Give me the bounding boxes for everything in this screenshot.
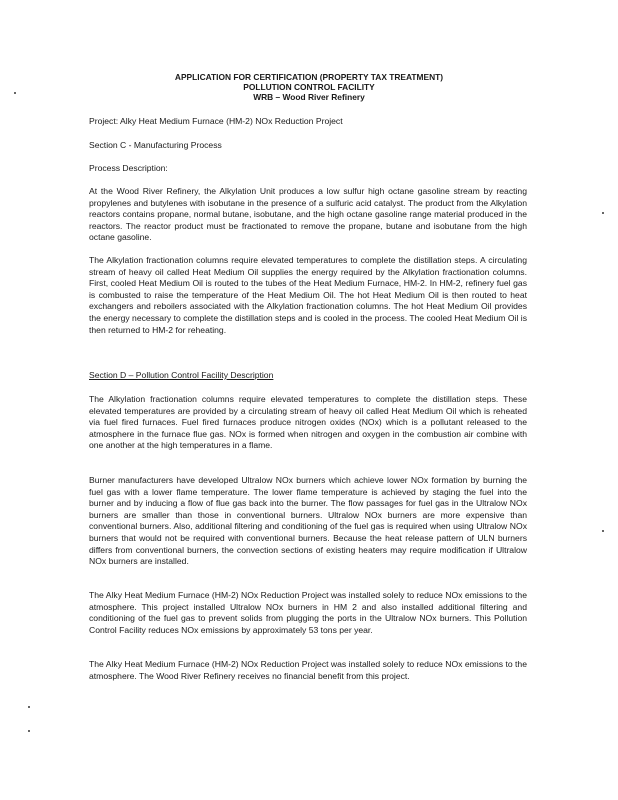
section-d-paragraph-2: Burner manufacturers have developed Ultralow NOx burners which achieve lower NOx formation by burning the fuel gas with a lower flame temperature. The lower flame temperature is achieved by staging the fuel into the burner and by inducing a flow of flue gas back into the burner. The flow passages for fuel gas in the Ultralow NOx burners are smaller than those in conventional burners. Ultralow NOx burners are more expensive than conventional burners. Also, additional filtering and conditioning of the fuel gas is required when using Ultralow NOx burners that would not be required with conventional burners. Because the heat release pattern of ULN burners differs from conventional burners, the convection sections of existing heaters may require modification if Ultralow NOx burners are installed. <box>89 475 527 567</box>
scan-speck <box>602 212 604 214</box>
section-c-subheading: Process Description: <box>89 163 168 173</box>
section-d-paragraph-4: The Alky Heat Medium Furnace (HM-2) NOx Reduction Project was installed solely to reduce NOx emissions to the atmosphere. The Wood River Refinery receives no financial benefit from this project. <box>89 659 527 681</box>
header-subtitle: POLLUTION CONTROL FACILITY <box>243 82 375 92</box>
project-line: Project: Alky Heat Medium Furnace (HM-2) NOx Reduction Project <box>89 116 343 126</box>
header-refinery: WRB – Wood River Refinery <box>253 92 365 102</box>
scan-speck <box>14 92 16 94</box>
section-d-heading: Section D – Pollution Control Facility Description <box>89 370 274 380</box>
section-d-paragraph-3: The Alky Heat Medium Furnace (HM-2) NOx Reduction Project was installed solely to reduce NOx emissions to the atmosphere. This project installed Ultralow NOx burners in HM 2 and also installed additional filtering and conditioning of the fuel gas to prevent solids from plugging the ports in the Ultralow NOx burners. This Pollution Control Facility reduces NOx emissions by approximately 53 tons per year. <box>89 590 527 635</box>
section-c-paragraph-1: At the Wood River Refinery, the Alkylation Unit produces a low sulfur high octane gasoline stream by reacting propylenes and butylenes with isobutane in the presence of a sulfuric acid catalyst. The product from the Alkylation reactors contains propane, normal butane, isobutane, and the high octane gasoline range material produced in the reactors. The reactor product must be fractionated to remove the propane, butane and isobutane from the high octane gasoline. <box>89 186 527 243</box>
section-c-paragraph-2: The Alkylation fractionation columns require elevated temperatures to complete the distillation steps. A circulating stream of heavy oil called Heat Medium Oil supplies the energy required by the Alkylation fractionation columns. First, cooled Heat Medium Oil is routed to the tubes of the Heat Medium Furnace, HM-2. In HM-2, refinery fuel gas is combusted to raise the temperature of the Heat Medium Oil. The hot Heat Medium Oil is then routed to heat exchangers and reboilers associated with the Alkylation fractionation columns. The hot Heat Medium Oil provides the energy necessary to complete the distillation steps and is cooled in the process. The cooled Heat Medium Oil is then returned to HM-2 for reheating. <box>89 255 527 335</box>
scan-speck <box>28 730 30 732</box>
section-c-heading: Section C - Manufacturing Process <box>89 140 222 150</box>
section-d-paragraph-1: The Alkylation fractionation columns require elevated temperatures to complete the distillation steps. These elevated temperatures are provided by a circulating stream of heavy oil called Heat Medium Oil which is reheated via fuel fired furnaces. Fuel fired furnaces produce nitrogen oxides (NOx) which is a pollutant released to the atmosphere in the furnace flue gas. NOx is formed when nitrogen and oxygen in the combustion air combine with one another at the high temperatures in a flame. <box>89 394 527 451</box>
header-title: APPLICATION FOR CERTIFICATION (PROPERTY TAX TREATMENT) <box>174 72 444 82</box>
scan-speck <box>28 706 30 708</box>
scan-speck <box>602 530 604 532</box>
